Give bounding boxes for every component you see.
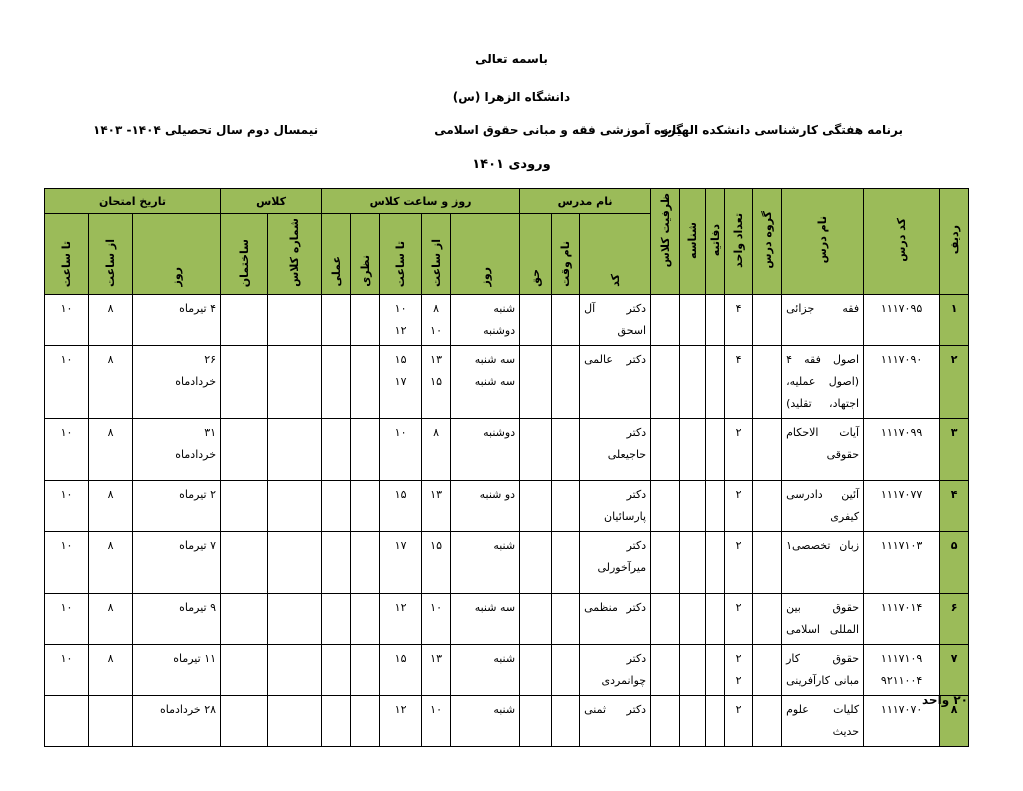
col-group: گروه درس: [753, 189, 782, 295]
col-from-hour: از ساعت: [422, 214, 451, 295]
exam-from-cell: [89, 696, 133, 747]
teacher-name-cell: دکتر چوانمردی: [580, 645, 651, 696]
teacher-time-cell: [552, 645, 580, 696]
from-hour-cell: ۱۵: [422, 532, 451, 594]
course-name-cell: اصول فقه ۴ (اصول عملیه، اجتهاد، تقلید): [782, 346, 864, 419]
building-cell: [221, 419, 268, 481]
to-hour-cell: ۱۲: [380, 594, 422, 645]
group-cell: [753, 346, 782, 419]
practical-cell: [322, 346, 351, 419]
practical-cell: [322, 295, 351, 346]
table-row: [45, 645, 969, 696]
teacher-time-cell: [552, 594, 580, 645]
col-row: ردیف: [940, 189, 969, 295]
col-practical: عملی: [322, 214, 351, 295]
units-cell: ۴: [725, 295, 753, 346]
course-code-cell: ۱۱۱۷۰۹۹: [864, 419, 940, 481]
theory-cell: [351, 645, 380, 696]
col-exam-day: روز: [133, 214, 221, 295]
from-hour-cell: ۱۳: [422, 645, 451, 696]
class-no-cell: [268, 696, 322, 747]
building-cell: [221, 696, 268, 747]
header-department: گروه آموزشی فقه و مبانی حقوق اسلامی: [434, 123, 683, 137]
class-no-cell: [268, 532, 322, 594]
theory-cell: [351, 696, 380, 747]
capacity-cell: [651, 481, 680, 532]
row-number-cell: ۵: [940, 532, 969, 594]
condition-cell: [680, 532, 706, 594]
units-cell: ۲: [725, 532, 753, 594]
row-number-cell: ۲: [940, 346, 969, 419]
header-bismillah: باسمه تعالی: [475, 52, 548, 66]
table-row: [45, 594, 969, 645]
exam-from-cell: ۸: [89, 419, 133, 481]
col-class-no: شماره کلاس: [268, 214, 322, 295]
col-exam-from: از ساعت: [89, 214, 133, 295]
teacher-name-cell: دکتر پارسائیان: [580, 481, 651, 532]
building-cell: [221, 346, 268, 419]
class-no-cell: [268, 295, 322, 346]
teacher-right-cell: [520, 594, 552, 645]
exam-from-cell: ۸: [89, 481, 133, 532]
table-row: [45, 696, 969, 747]
teacher-name-cell: دکتر منظمی: [580, 594, 651, 645]
condition-cell: [680, 481, 706, 532]
course-code-cell: ۱۱۱۷۰۹۰: [864, 346, 940, 419]
exam-from-cell: ۸: [89, 645, 133, 696]
day-cell: شنبه: [451, 532, 520, 594]
header-semester: نیمسال دوم سال تحصیلی ۱۴۰۴- ۱۴۰۳: [93, 123, 319, 137]
theory-cell: [351, 594, 380, 645]
day-cell: شنبه: [451, 696, 520, 747]
exam-from-cell: ۸: [89, 532, 133, 594]
from-hour-cell: ۸ ۱۰: [422, 295, 451, 346]
schedule-table: [44, 188, 969, 747]
course-code-cell: ۱۱۱۷۱۰۳: [864, 532, 940, 594]
course-code-cell: ۱۱۱۷۱۰۹ ۹۲۱۱۰۰۴: [864, 645, 940, 696]
exam-to-cell: ۱۰: [45, 594, 89, 645]
class-no-cell: [268, 346, 322, 419]
capacity-cell: [651, 594, 680, 645]
exam-day-cell: ۲ تیرماه: [133, 481, 221, 532]
row-number-cell: ۱: [940, 295, 969, 346]
teacher-right-cell: [520, 346, 552, 419]
course-name-cell: حقوق بین المللی اسلامی: [782, 594, 864, 645]
practical-cell: [322, 696, 351, 747]
row-number-cell: ۷: [940, 645, 969, 696]
lesson-cell: [706, 481, 725, 532]
from-hour-cell: ۱۰: [422, 594, 451, 645]
class-no-cell: [268, 645, 322, 696]
exam-day-cell: ۱۱ تیرماه: [133, 645, 221, 696]
capacity-cell: [651, 346, 680, 419]
exam-to-cell: ۱۰: [45, 481, 89, 532]
to-hour-cell: ۱۵: [380, 645, 422, 696]
col-teacher-right: حق: [520, 214, 552, 295]
teacher-time-cell: [552, 481, 580, 532]
building-cell: [221, 532, 268, 594]
building-cell: [221, 295, 268, 346]
lesson-cell: [706, 645, 725, 696]
group-day-time: روز و ساعت کلاس: [322, 189, 520, 214]
col-exam-to: تا ساعت: [45, 214, 89, 295]
course-name-cell: حقوق کار مبانی کارآفرینی: [782, 645, 864, 696]
units-cell: ۲: [725, 481, 753, 532]
capacity-cell: [651, 532, 680, 594]
day-cell: شنبه: [451, 645, 520, 696]
class-no-cell: [268, 419, 322, 481]
units-cell: ۲: [725, 696, 753, 747]
teacher-right-cell: [520, 696, 552, 747]
teacher-right-cell: [520, 419, 552, 481]
total-units: ۲۰ واحد: [922, 693, 968, 707]
row-number-cell: ۶: [940, 594, 969, 645]
table-row: [45, 295, 969, 346]
teacher-right-cell: [520, 481, 552, 532]
day-cell: دو شنبه: [451, 481, 520, 532]
teacher-name-cell: دکتر حاجیعلی: [580, 419, 651, 481]
exam-day-cell: ۳۱ خردادماه: [133, 419, 221, 481]
building-cell: [221, 645, 268, 696]
teacher-name-cell: دکتر میرآخورلی: [580, 532, 651, 594]
course-name-cell: کلیات علوم حدیث: [782, 696, 864, 747]
theory-cell: [351, 481, 380, 532]
table-row: [45, 481, 969, 532]
condition-cell: [680, 696, 706, 747]
day-cell: سه شنبه: [451, 594, 520, 645]
table-row: [45, 419, 969, 481]
header-program: برنامه هفتگی کارشناسی دانشکده الهیات: [660, 123, 903, 137]
lesson-cell: [706, 532, 725, 594]
to-hour-cell: ۱۷: [380, 532, 422, 594]
capacity-cell: [651, 696, 680, 747]
exam-day-cell: ۲۸ خردادماه: [133, 696, 221, 747]
class-no-cell: [268, 481, 322, 532]
day-cell: شنبه دوشنبه: [451, 295, 520, 346]
teacher-time-cell: [552, 532, 580, 594]
teacher-right-cell: [520, 645, 552, 696]
schedule-body: [45, 295, 969, 747]
col-teacher-name: کد: [580, 214, 651, 295]
condition-cell: [680, 594, 706, 645]
header-university: دانشگاه الزهرا (س): [452, 90, 571, 104]
course-code-cell: ۱۱۱۷۰۱۴: [864, 594, 940, 645]
col-units: تعداد واحد: [725, 189, 753, 295]
from-hour-cell: ۱۰: [422, 696, 451, 747]
exam-to-cell: ۱۰: [45, 645, 89, 696]
course-name-cell: زبان تخصصی۱: [782, 532, 864, 594]
exam-day-cell: ۴ تیرماه: [133, 295, 221, 346]
teacher-right-cell: [520, 295, 552, 346]
capacity-cell: [651, 645, 680, 696]
lesson-cell: [706, 295, 725, 346]
col-day: روز: [451, 214, 520, 295]
group-cell: [753, 419, 782, 481]
theory-cell: [351, 346, 380, 419]
condition-cell: [680, 645, 706, 696]
lesson-cell: [706, 419, 725, 481]
teacher-name-cell: دکتر آل اسحق: [580, 295, 651, 346]
exam-from-cell: ۸: [89, 594, 133, 645]
group-cell: [753, 295, 782, 346]
exam-to-cell: ۱۰: [45, 346, 89, 419]
group-exam: تاریخ امتحان: [45, 189, 221, 214]
practical-cell: [322, 481, 351, 532]
row-number-cell: ۴: [940, 481, 969, 532]
group-teacher: نام مدرس: [520, 189, 651, 214]
units-cell: ۲ ۲: [725, 645, 753, 696]
lesson-cell: [706, 696, 725, 747]
table-row: [45, 346, 969, 419]
exam-day-cell: ۲۶ خردادماه: [133, 346, 221, 419]
row-number-cell: ۸: [940, 696, 969, 747]
to-hour-cell: ۱۰ ۱۲: [380, 295, 422, 346]
exam-to-cell: ۱۰: [45, 419, 89, 481]
building-cell: [221, 481, 268, 532]
theory-cell: [351, 532, 380, 594]
from-hour-cell: ۱۳: [422, 481, 451, 532]
exam-day-cell: ۷ تیرماه: [133, 532, 221, 594]
theory-cell: [351, 419, 380, 481]
practical-cell: [322, 419, 351, 481]
practical-cell: [322, 594, 351, 645]
exam-to-cell: ۱۰: [45, 532, 89, 594]
col-capacity: ظرفیت کلاس: [651, 189, 680, 295]
from-hour-cell: ۸: [422, 419, 451, 481]
to-hour-cell: ۱۵: [380, 481, 422, 532]
row-number-cell: ۳: [940, 419, 969, 481]
group-cell: [753, 645, 782, 696]
group-cell: [753, 696, 782, 747]
group-cell: [753, 481, 782, 532]
course-code-cell: ۱۱۱۷۰۷۷: [864, 481, 940, 532]
condition-cell: [680, 419, 706, 481]
col-teacher-time: نام وقت: [552, 214, 580, 295]
course-name-cell: فقه جزائی: [782, 295, 864, 346]
col-theory: نظری: [351, 214, 380, 295]
exam-day-cell: ۹ تیرماه: [133, 594, 221, 645]
units-cell: ۲: [725, 419, 753, 481]
group-cell: [753, 594, 782, 645]
teacher-name-cell: دکتر ثمنی: [580, 696, 651, 747]
practical-cell: [322, 532, 351, 594]
course-code-cell: ۱۱۱۷۰۷۰: [864, 696, 940, 747]
col-code: کد درس: [864, 189, 940, 295]
capacity-cell: [651, 295, 680, 346]
table-row: [45, 532, 969, 594]
exam-to-cell: ۱۰: [45, 295, 89, 346]
group-cell: [753, 532, 782, 594]
to-hour-cell: ۱۵ ۱۷: [380, 346, 422, 419]
condition-cell: [680, 346, 706, 419]
col-to-hour: تا ساعت: [380, 214, 422, 295]
exam-from-cell: ۸: [89, 295, 133, 346]
course-name-cell: آئین دادرسی کیفری: [782, 481, 864, 532]
teacher-time-cell: [552, 295, 580, 346]
exam-to-cell: [45, 696, 89, 747]
practical-cell: [322, 645, 351, 696]
day-cell: سه شنبه سه شنبه: [451, 346, 520, 419]
course-code-cell: ۱۱۱۷۰۹۵: [864, 295, 940, 346]
teacher-time-cell: [552, 346, 580, 419]
header-entry-year: ورودی ۱۴۰۱: [472, 157, 551, 172]
group-class: کلاس: [221, 189, 322, 214]
col-condition: شناسه: [680, 189, 706, 295]
to-hour-cell: ۱۰: [380, 419, 422, 481]
teacher-right-cell: [520, 532, 552, 594]
col-name: نام درس: [782, 189, 864, 295]
from-hour-cell: ۱۳ ۱۵: [422, 346, 451, 419]
to-hour-cell: ۱۲: [380, 696, 422, 747]
units-cell: ۲: [725, 594, 753, 645]
class-no-cell: [268, 594, 322, 645]
teacher-time-cell: [552, 696, 580, 747]
teacher-name-cell: دکتر عالمی: [580, 346, 651, 419]
course-name-cell: آیات الاحکام حقوقی: [782, 419, 864, 481]
col-lesson: دفاتیه: [706, 189, 725, 295]
units-cell: ۴: [725, 346, 753, 419]
col-building: ساختمان: [221, 214, 268, 295]
capacity-cell: [651, 419, 680, 481]
lesson-cell: [706, 594, 725, 645]
theory-cell: [351, 295, 380, 346]
exam-from-cell: ۸: [89, 346, 133, 419]
lesson-cell: [706, 346, 725, 419]
building-cell: [221, 594, 268, 645]
teacher-time-cell: [552, 419, 580, 481]
day-cell: دوشنبه: [451, 419, 520, 481]
condition-cell: [680, 295, 706, 346]
